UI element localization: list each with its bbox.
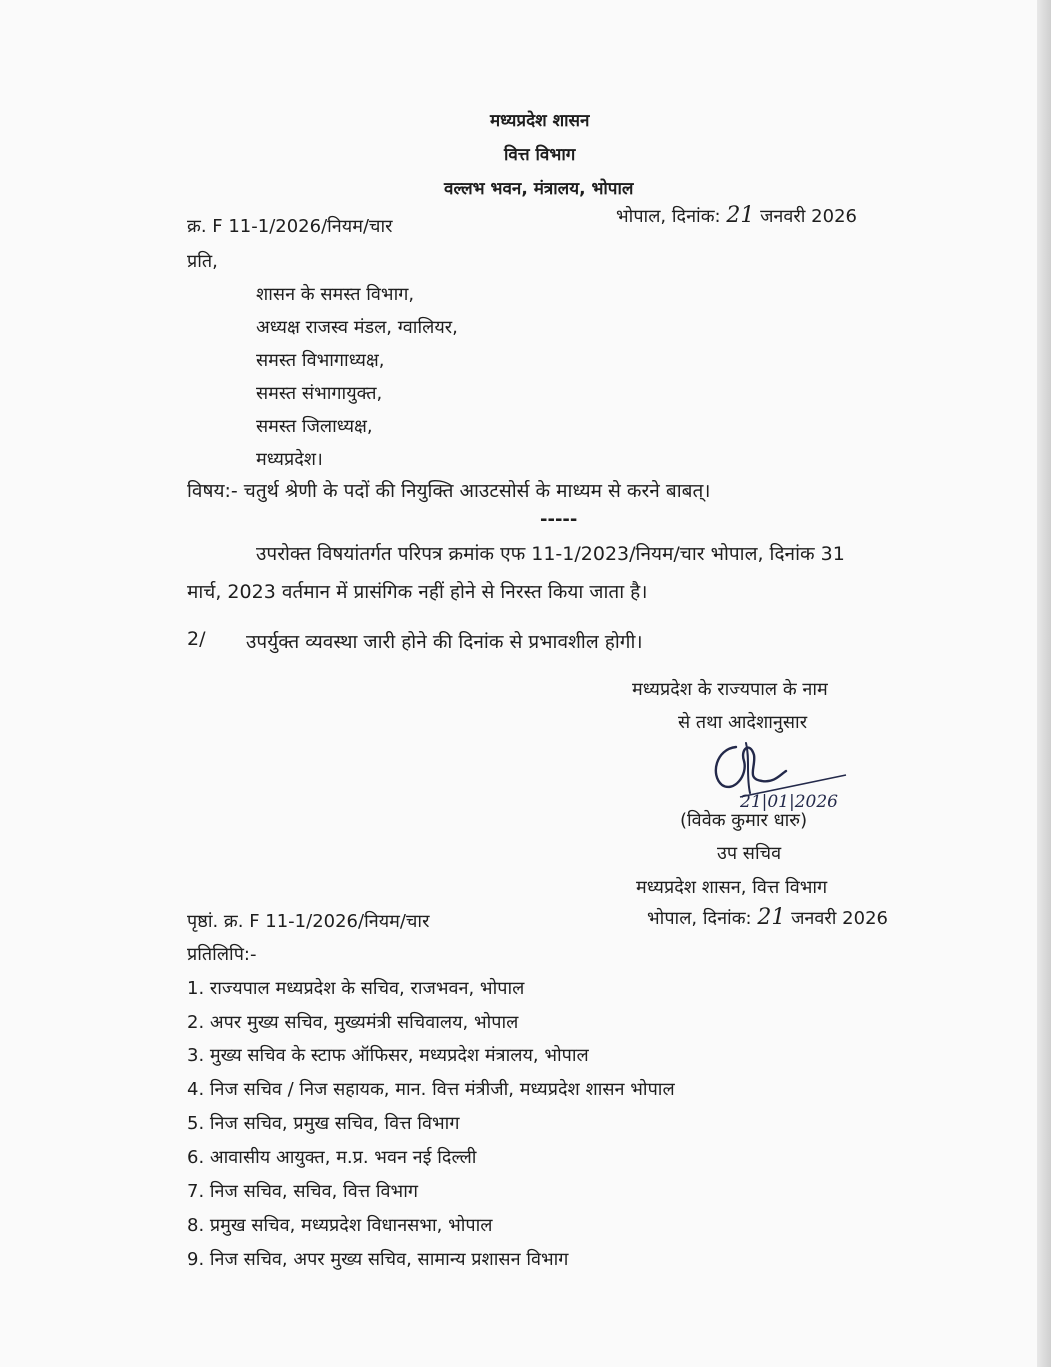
- to-label: प्रति,: [187, 251, 218, 272]
- signatory-designation: उप सचिव: [717, 843, 782, 864]
- copy-list-item: 1. राज्यपाल मध्यप्रदेश के सचिव, राजभवन, भोपाल: [187, 978, 525, 999]
- copy-list-item: 2. अपर मुख्य सचिव, मुख्यमंत्री सचिवालय, भोपाल: [187, 1012, 519, 1033]
- header-address: वल्लभ भवन, मंत्रालय, भोपाल: [444, 179, 634, 199]
- recipient-item: अध्यक्ष राजस्व मंडल, ग्वालियर,: [256, 317, 458, 338]
- copy-list-item: 8. प्रमुख सचिव, मध्यप्रदेश विधानसभा, भोपाल: [187, 1215, 493, 1236]
- endorsement-date-month-year: जनवरी 2026: [791, 908, 888, 929]
- signatory-department: मध्यप्रदेश शासन, वित्त विभाग: [636, 877, 828, 898]
- date-day-handwritten: 21: [726, 203, 755, 228]
- signoff-line-1: मध्यप्रदेश के राज्यपाल के नाम: [632, 679, 828, 700]
- copy-list-item: 9. निज सचिव, अपर मुख्य सचिव, सामान्य प्रशासन विभाग: [187, 1249, 569, 1270]
- endorsement-number: पृष्ठां. क्र. F 11-1/2026/नियम/चार: [187, 911, 430, 932]
- reference-number: क्र. F 11-1/2026/नियम/चार: [187, 216, 393, 237]
- endorsement-date-prefix: भोपाल, दिनांक:: [647, 908, 752, 929]
- subject-line: विषय:- चतुर्थ श्रेणी के पदों की नियुक्ति आउटसोर्स के माध्यम से करने बाबत्।: [187, 480, 711, 502]
- date-month-year: जनवरी 2026: [760, 206, 857, 227]
- signatory-name: (विवेक कुमार धारु): [680, 810, 808, 831]
- header-govt: मध्यप्रदेश शासन: [490, 111, 590, 131]
- paragraph-1-line-1: उपरोक्त विषयांतर्गत परिपत्र क्रमांक एफ 11-1/2023/नियम/चार भोपाल, दिनांक 31: [256, 543, 845, 565]
- recipient-item: समस्त विभागाध्यक्ष,: [256, 350, 385, 371]
- page-edge: [1037, 0, 1051, 1367]
- copy-label: प्रतिलिपि:-: [187, 944, 257, 965]
- header-department: वित्त विभाग: [504, 145, 576, 165]
- copy-list-item: 5. निज सचिव, प्रमुख सचिव, वित्त विभाग: [187, 1113, 460, 1134]
- recipient-item: समस्त संभागायुक्त,: [256, 383, 383, 404]
- copy-list-item: 6. आवासीय आयुक्त, म.प्र. भवन नई दिल्ली: [187, 1147, 477, 1168]
- signoff-line-2: से तथा आदेशानुसार: [678, 712, 808, 733]
- endorsement-date: [647, 905, 888, 930]
- paragraph-2-number: 2/: [187, 628, 206, 650]
- copy-list-item: 7. निज सचिव, सचिव, वित्त विभाग: [187, 1181, 418, 1202]
- paragraph-2-text: उपर्युक्त व्यवस्था जारी होने की दिनांक से प्रभावशील होगी।: [246, 631, 643, 653]
- copy-list-item: 4. निज सचिव / निज सहायक, मान. वित्त मंत्रीजी, मध्यप्रदेश शासन भोपाल: [187, 1079, 675, 1100]
- separator: -----: [540, 509, 578, 530]
- recipient-item: मध्यप्रदेश।: [256, 449, 323, 470]
- recipient-item: शासन के समस्त विभाग,: [256, 284, 415, 305]
- copy-list-item: 3. मुख्य सचिव के स्टाफ ऑफिसर, मध्यप्रदेश मंत्रालय, भोपाल: [187, 1045, 589, 1066]
- letter-date: [616, 203, 857, 228]
- handwritten-signature: [706, 735, 856, 815]
- paragraph-1-line-2: मार्च, 2023 वर्तमान में प्रासंगिक नहीं होने से निरस्त किया जाता है।: [187, 581, 648, 603]
- recipient-item: समस्त जिलाध्यक्ष,: [256, 416, 373, 437]
- date-prefix: भोपाल, दिनांक:: [616, 206, 721, 227]
- endorsement-date-day-handwritten: 21: [757, 905, 786, 930]
- signature-date: 21|01|2026: [740, 792, 838, 812]
